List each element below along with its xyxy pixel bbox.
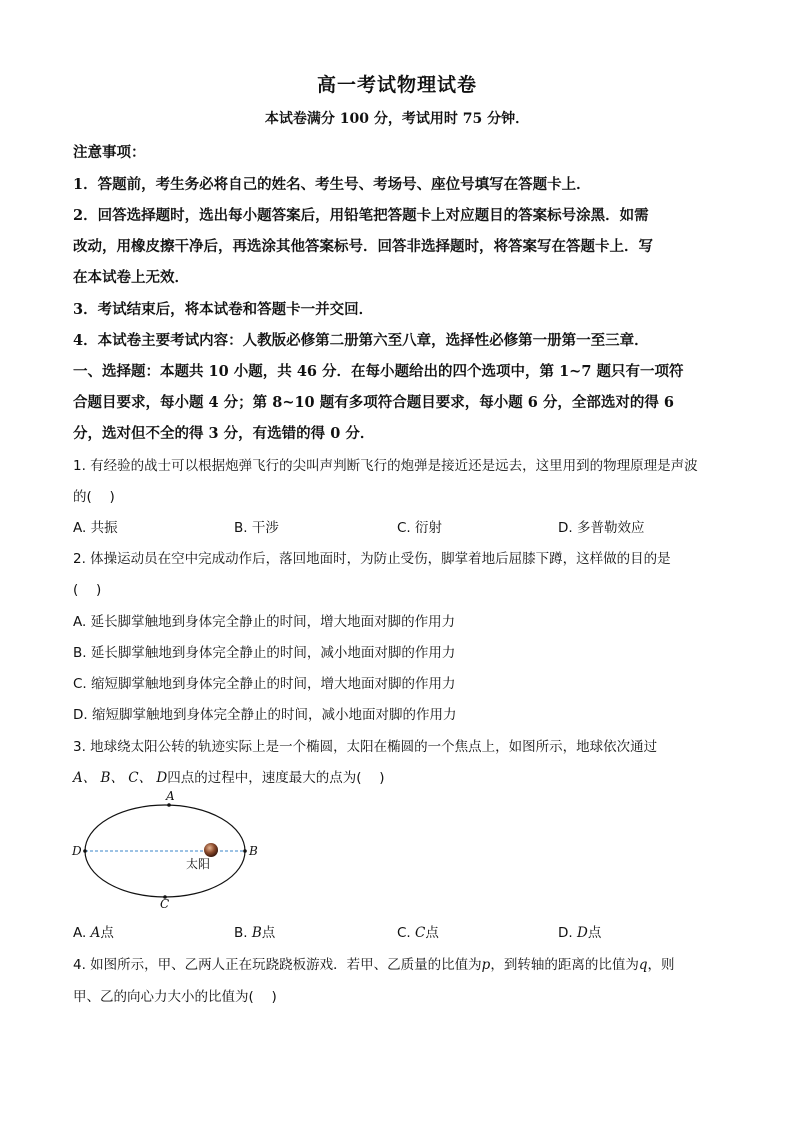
- variable-q: q: [638, 957, 648, 973]
- question-4-text: 4. 如图所示，甲、乙两人正在玩跷跷板游戏．若甲、乙质量的比值为p，到转轴的距离的比值为q，则: [73, 957, 675, 973]
- variable-p: p: [481, 957, 491, 973]
- label-d: D: [72, 844, 82, 858]
- question-1-text: 的( ): [73, 489, 115, 505]
- q2-option-a: A. 延长脚掌触地到身体完全静止的时间，增大地面对脚的作用力: [73, 614, 456, 630]
- sun-label: 太阳: [186, 857, 211, 871]
- exam-title: 高一考试物理试卷: [316, 74, 477, 96]
- q3-option-d: D. D点: [558, 925, 602, 941]
- q3-option-a: A. A点: [73, 925, 114, 941]
- point-d-dot: [83, 849, 87, 853]
- q2-option-b: B. 延长脚掌触地到身体完全静止的时间，减小地面对脚的作用力: [73, 645, 456, 661]
- note-line: 3．考试结束后，将本试卷和答题卡一并交回．: [73, 301, 374, 318]
- note-line: 改动，用橡皮擦干净后，再选涂其他答案标号．回答非选择题时，将答案写在答题卡上．写: [73, 238, 653, 255]
- note-line: 1．答题前，考生务必将自己的姓名、考生号、考场号、座位号填写在答题卡上．: [73, 176, 591, 193]
- section-instruction: 分，选对但不全的得 3 分，有选错的得 0 分．: [73, 425, 375, 442]
- q2-option-c: C. 缩短脚掌触地到身体完全静止的时间，增大地面对脚的作用力: [73, 676, 456, 692]
- q1-option-a: A. 共振: [73, 520, 118, 536]
- q1-option-b: B. 干涉: [234, 520, 279, 536]
- point-labels: A、 B、 C、 D: [73, 770, 168, 786]
- question-2-text: 2. 体操运动员在空中完成动作后，落回地面时，为防止受伤，脚掌着地后屈膝下蹲，这样做的目的是: [73, 551, 671, 567]
- section-instruction: 合题目要求，每小题 4 分；第 8~10 题有多项符合题目要求，每小题 6 分，全部选对的得 6: [73, 394, 675, 411]
- question-1-text: 1. 有经验的战士可以根据炮弹飞行的尖叫声判断飞行的炮弹是接近还是远去，这里用到的物理原理是声波: [73, 458, 698, 474]
- label-a: A: [166, 790, 175, 803]
- point-a-dot: [167, 803, 171, 807]
- label-c: C: [160, 897, 170, 910]
- question-3-text: 3. 地球绕太阳公转的轨迹实际上是一个椭圆，太阳在椭圆的一个焦点上，如图所示，地球依次通过: [73, 739, 658, 755]
- label-b: B: [249, 844, 258, 858]
- exam-subtitle: 本试卷满分 100 分，考试用时 75 分钟．: [264, 111, 530, 127]
- question-2-text: ( ): [73, 582, 102, 598]
- section-instruction: 一、选择题：本题共 10 小题，共 46 分．在每小题给出的四个选项中，第 1~7 题只有一项符: [73, 363, 684, 380]
- q3-option-c: C. C点: [397, 925, 439, 941]
- notes-heading: 注意事项：: [73, 144, 146, 161]
- note-line: 在本试卷上无效．: [73, 269, 189, 286]
- q1-option-d: D. 多普勒效应: [558, 520, 645, 536]
- note-line: 2．回答选择题时，选出每小题答案后，用铅笔把答题卡上对应题目的答案标号涂黑．如需: [73, 207, 649, 224]
- question-3-tail: 四点的过程中，速度最大的点为( ): [167, 770, 385, 786]
- question-3-text: [73, 766, 723, 786]
- q2-option-d: D. 缩短脚掌触地到身体完全静止的时间，减小地面对脚的作用力: [73, 707, 457, 723]
- point-b-dot: [243, 849, 247, 853]
- q3-option-b: B. B点: [234, 925, 276, 941]
- question-4-text: 甲、乙的向心力大小的比值为( ): [73, 989, 277, 1005]
- sun-icon: [204, 843, 218, 857]
- orbit-diagram: [70, 790, 270, 910]
- q1-option-c: C. 衍射: [397, 520, 443, 536]
- note-line: 4．本试卷主要考试内容：人教版必修第二册第六至八章，选择性必修第一册第一至三章．: [73, 332, 649, 349]
